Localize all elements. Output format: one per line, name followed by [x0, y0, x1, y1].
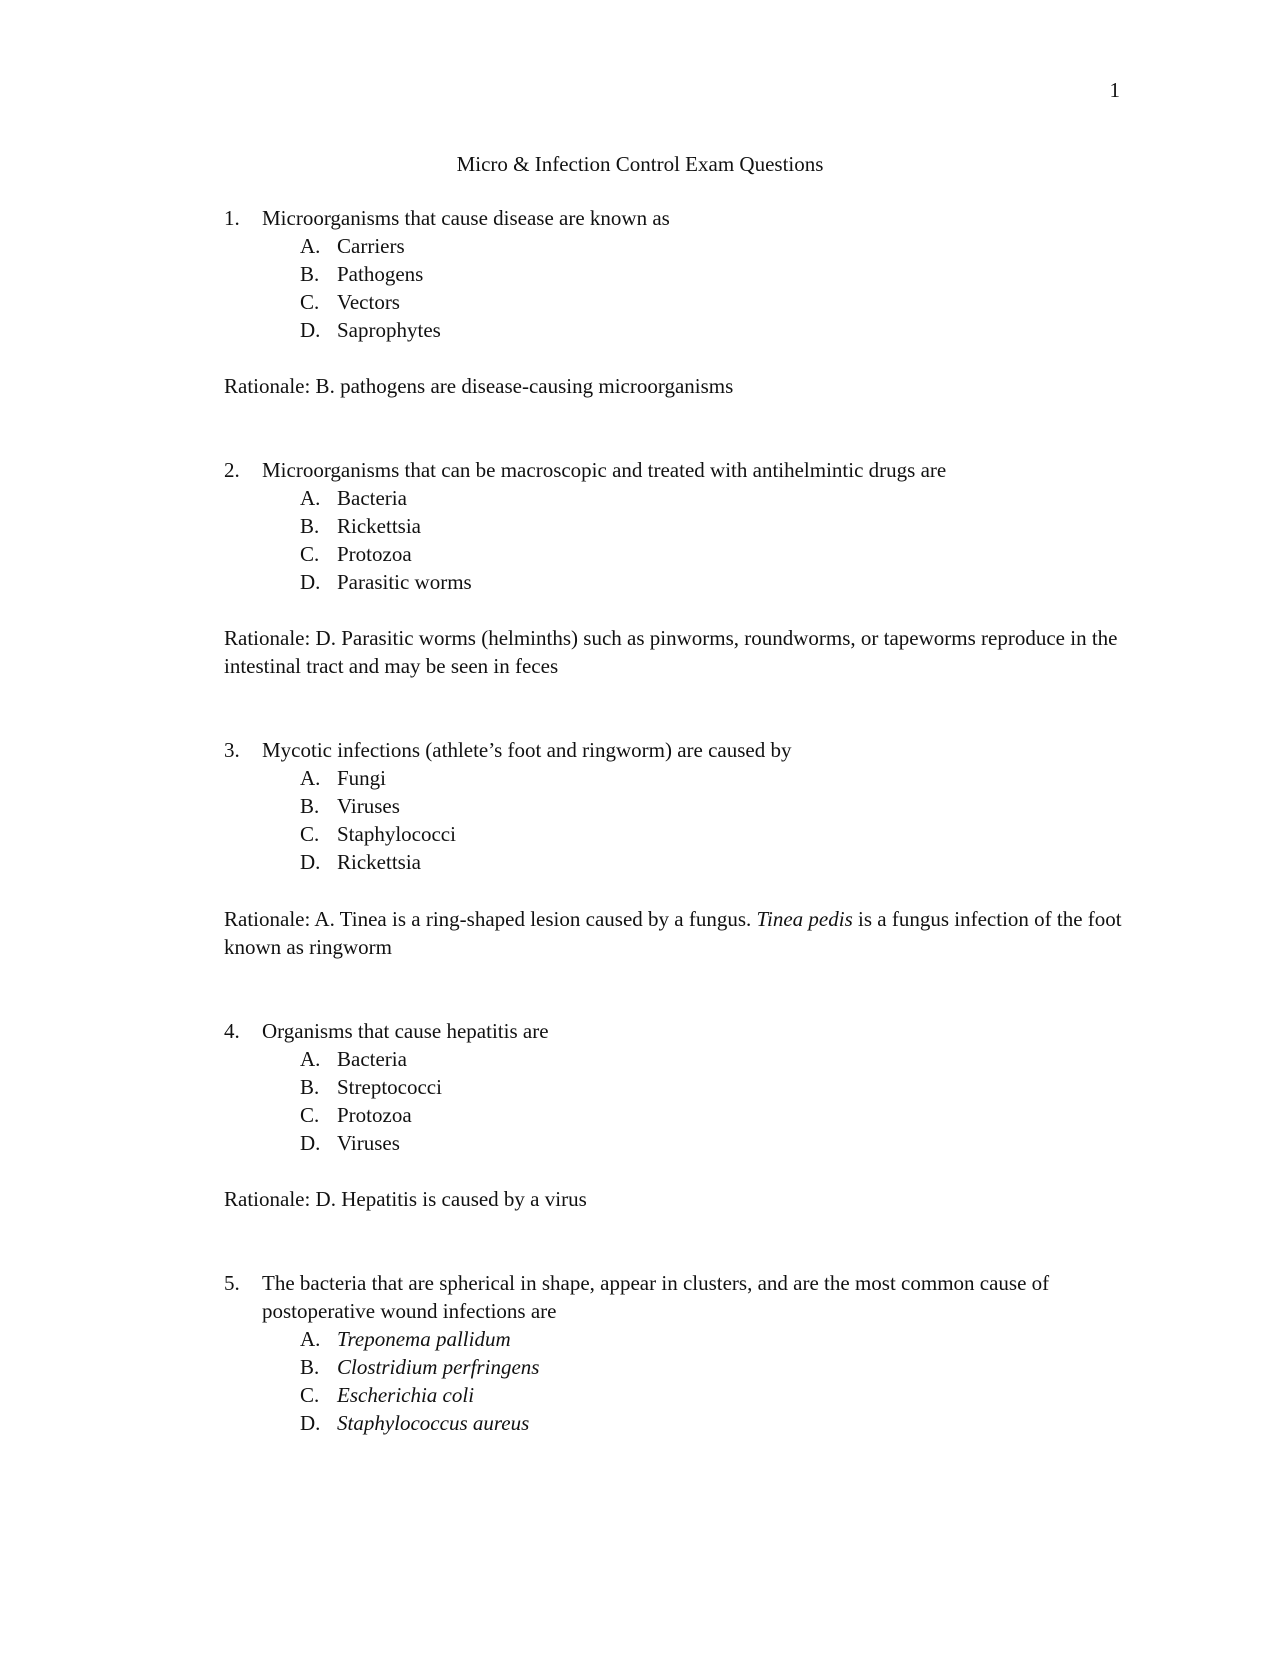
rationale-3 — [224, 905, 1124, 961]
answer-option — [224, 1353, 1124, 1381]
question-text: Microorganisms that can be macroscopic and treated with antihelmintic drugs are — [262, 458, 947, 482]
answer-options — [224, 484, 1124, 596]
question-text: Microorganisms that cause disease are known as — [262, 206, 670, 230]
question-number: 4. — [224, 1019, 240, 1043]
answer-option — [224, 512, 1124, 540]
answer-option — [224, 764, 1124, 792]
option-letter: C. — [300, 1383, 320, 1407]
option-letter: B. — [300, 1075, 320, 1099]
question-2 — [224, 456, 1124, 596]
answer-options — [224, 1325, 1124, 1437]
option-letter: B. — [300, 514, 320, 538]
option-letter: C. — [300, 822, 320, 846]
answer-option — [224, 232, 1124, 260]
answer-option — [224, 1409, 1124, 1437]
question-number: 3. — [224, 738, 240, 762]
question-text: Mycotic infections (athlete’s foot and ringworm) are caused by — [262, 738, 792, 762]
option-letter: B. — [300, 1355, 320, 1379]
option-text: Viruses — [337, 1131, 400, 1155]
answer-option — [224, 316, 1124, 344]
option-letter: D. — [300, 570, 321, 594]
option-text: Bacteria — [337, 486, 407, 510]
rationale-italic-term: Tinea pedis — [756, 907, 853, 931]
option-letter: B. — [300, 262, 320, 286]
answer-option — [224, 1045, 1124, 1073]
option-letter: D. — [300, 318, 321, 342]
question-4 — [224, 1017, 1124, 1157]
option-text: Parasitic worms — [337, 570, 472, 594]
answer-option — [224, 1381, 1124, 1409]
question-number: 2. — [224, 458, 240, 482]
option-text: Vectors — [337, 290, 400, 314]
rationale-text: Rationale: A. Tinea is a ring-shaped lesion caused by a fungus. — [224, 907, 757, 931]
option-text: Fungi — [337, 766, 387, 790]
option-text: Rickettsia — [337, 514, 421, 538]
question-5 — [224, 1269, 1124, 1437]
option-letter: D. — [300, 1411, 321, 1435]
answer-option — [224, 848, 1124, 876]
option-letter: A. — [300, 234, 321, 258]
page-title-text: Micro & Infection Control Exam Questions — [456, 152, 824, 176]
rationale-2: Rationale: D. Parasitic worms (helminths) such as pinworms, roundworms, or tapeworms reproduce in the intestinal tract and may be seen in feces — [224, 626, 1118, 678]
option-text: Rickettsia — [337, 850, 421, 874]
question-1 — [224, 204, 1124, 344]
answer-option — [224, 484, 1124, 512]
answer-option — [224, 288, 1124, 316]
answer-options — [224, 764, 1124, 876]
option-text: Protozoa — [337, 542, 412, 566]
answer-option — [224, 568, 1124, 596]
page-number: 1 — [1109, 78, 1120, 102]
question-stem — [224, 1017, 1124, 1045]
option-text: Pathogens — [337, 262, 424, 286]
answer-option — [224, 1129, 1124, 1157]
option-letter: C. — [300, 290, 320, 314]
answer-options — [224, 1045, 1124, 1157]
answer-option — [224, 540, 1124, 568]
option-letter: C. — [300, 1103, 320, 1127]
answer-option — [224, 1101, 1124, 1129]
option-letter: B. — [300, 794, 320, 818]
rationale-4: Rationale: D. Hepatitis is caused by a virus — [224, 1187, 587, 1211]
question-stem — [224, 204, 1124, 232]
option-letter: A. — [300, 1047, 321, 1071]
answer-option — [224, 820, 1124, 848]
question-text: The bacteria that are spherical in shape, appear in clusters, and are the most common cause of postoperative wound infections are — [262, 1271, 1050, 1323]
option-text: Staphylococcus aureus — [337, 1411, 530, 1435]
question-stem — [224, 1269, 1124, 1325]
option-text: Carriers — [337, 234, 405, 258]
question-number: 1. — [224, 206, 240, 230]
option-text: Streptococci — [337, 1075, 442, 1099]
option-text: Treponema pallidum — [337, 1327, 511, 1351]
option-letter: D. — [300, 1131, 321, 1155]
answer-option — [224, 1073, 1124, 1101]
page-title — [0, 150, 1280, 178]
question-3 — [224, 736, 1124, 876]
option-text: Saprophytes — [337, 318, 441, 342]
option-letter: A. — [300, 1327, 321, 1351]
option-text: Escherichia coli — [337, 1383, 475, 1407]
option-text: Clostridium perfringens — [337, 1355, 540, 1379]
option-text: Bacteria — [337, 1047, 407, 1071]
option-text: Protozoa — [337, 1103, 412, 1127]
question-number: 5. — [224, 1271, 240, 1295]
option-text: Staphylococci — [337, 822, 456, 846]
answer-option — [224, 260, 1124, 288]
answer-options — [224, 232, 1124, 344]
rationale-text: is a fungus infection of the foot known as ringworm — [224, 907, 1122, 959]
option-letter: C. — [300, 542, 320, 566]
option-letter: A. — [300, 766, 321, 790]
answer-option — [224, 792, 1124, 820]
rationale-1: Rationale: B. pathogens are disease-causing microorganisms — [224, 374, 734, 398]
question-text: Organisms that cause hepatitis are — [262, 1019, 549, 1043]
question-stem — [224, 456, 1124, 484]
question-stem — [224, 736, 1124, 764]
option-letter: A. — [300, 486, 321, 510]
answer-option — [224, 1325, 1124, 1353]
option-letter: D. — [300, 850, 321, 874]
option-text: Viruses — [337, 794, 400, 818]
